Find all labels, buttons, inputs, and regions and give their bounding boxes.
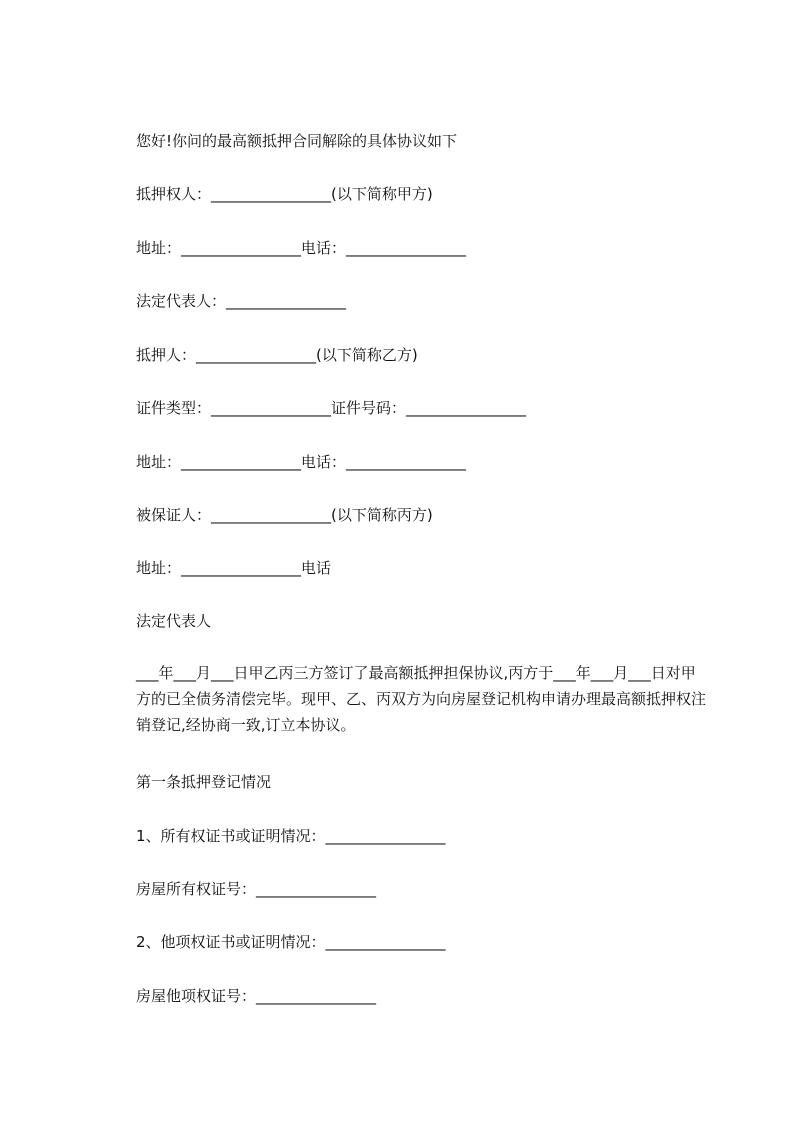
mortgagee-representative-line: 法定代表人：________________ [136,292,347,310]
mortgagor-line: 抵押人：________________(以下简称乙方) [136,346,418,364]
article-1-title: 第一条抵押登记情况 [136,773,272,791]
encumbrance-certificate-line: 2、他项权证书或证明情况：________________ [136,933,446,951]
mortgagee-line: 抵押权人：________________(以下简称甲方) [136,185,433,203]
encumbrance-certificate-number-line: 房屋他项权证号：________________ [136,987,377,1005]
preamble-paragraph: ___年___月___日甲乙丙三方签订了最高额抵押担保协议,丙方于___年___月___日对甲方的已全债务清偿完毕。现甲、乙、丙双方为向房屋登记机构申请办理最高额抵押权注销登记,经协商一致,订立本协议。 [136,664,707,734]
guaranteed-party-contact-line: 地址：________________电话 [136,559,332,577]
intro-line: 您好!你问的最高额抵押合同解除的具体协议如下 [136,132,458,150]
mortgagor-id-line: 证件类型：________________证件号码：________________ [136,399,527,417]
mortgagor-contact-line: 地址：________________电话：________________ [136,453,467,471]
guaranteed-party-representative-line: 法定代表人 [136,612,212,630]
mortgagee-contact-line: 地址：________________电话：________________ [136,239,467,257]
ownership-certificate-number-line: 房屋所有权证号：________________ [136,880,377,898]
guaranteed-party-line: 被保证人：________________(以下简称丙方) [136,506,433,524]
ownership-certificate-line: 1、所有权证书或证明情况：________________ [136,827,446,845]
